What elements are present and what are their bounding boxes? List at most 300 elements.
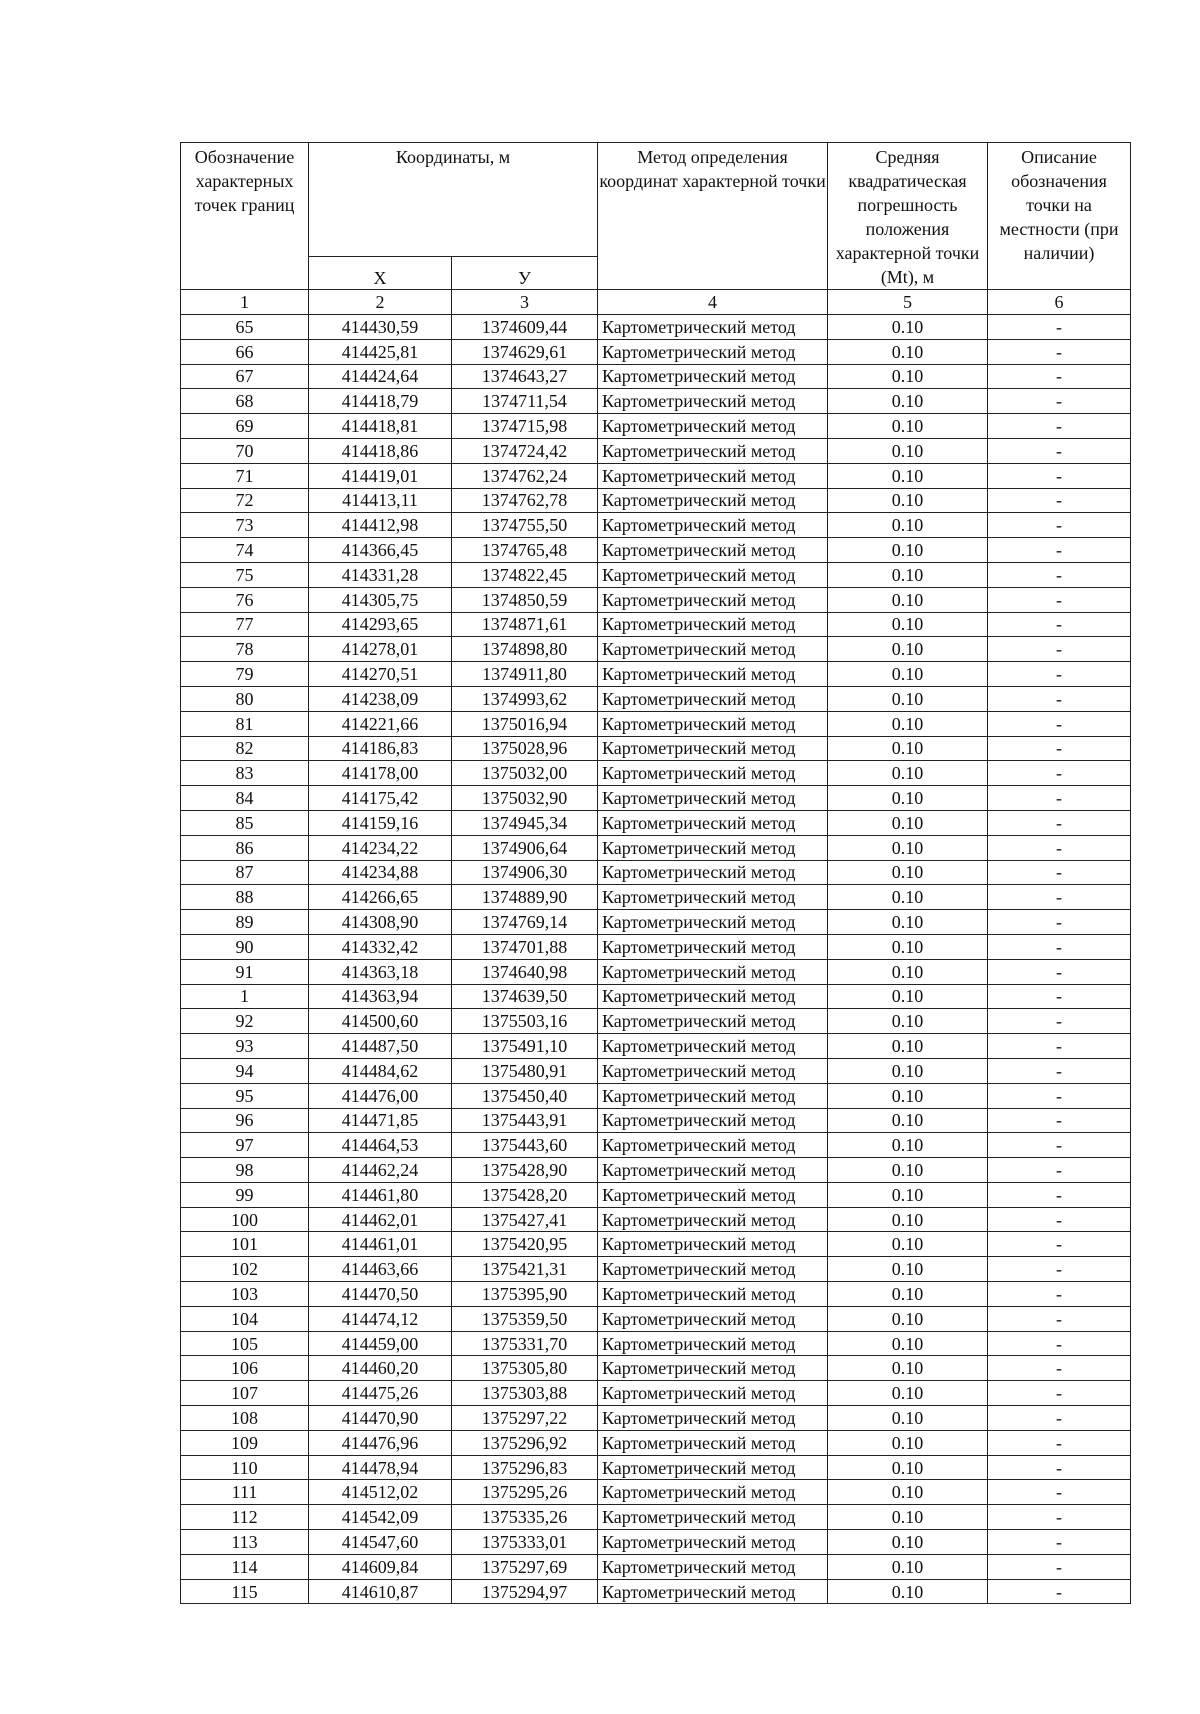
table-row — [181, 637, 1131, 662]
method: Картометрический метод — [598, 562, 828, 587]
description: - — [988, 761, 1131, 786]
coord-y: 1375331,70 — [452, 1331, 598, 1356]
table-row — [181, 810, 1131, 835]
error-value: 0.10 — [828, 1058, 988, 1083]
point-number: 107 — [181, 1381, 309, 1406]
error-value: 0.10 — [828, 1207, 988, 1232]
coord-y: 1375491,10 — [452, 1034, 598, 1059]
coord-y: 1374715,98 — [452, 414, 598, 439]
description: - — [988, 488, 1131, 513]
coord-y: 1374850,59 — [452, 587, 598, 612]
method: Картометрический метод — [598, 1430, 828, 1455]
method: Картометрический метод — [598, 587, 828, 612]
column-number: 1 — [181, 290, 309, 315]
table-row — [181, 835, 1131, 860]
method: Картометрический метод — [598, 711, 828, 736]
coord-x: 414464,53 — [309, 1133, 452, 1158]
error-value: 0.10 — [828, 1381, 988, 1406]
coord-x: 414186,83 — [309, 736, 452, 761]
description: - — [988, 934, 1131, 959]
method: Картометрический метод — [598, 339, 828, 364]
coord-y: 1375428,90 — [452, 1158, 598, 1183]
error-value: 0.10 — [828, 1480, 988, 1505]
coord-y: 1374898,80 — [452, 637, 598, 662]
coord-x: 414221,66 — [309, 711, 452, 736]
header-description: Описание обозначения точки на местности (при наличии) — [988, 143, 1131, 290]
table-row — [181, 1009, 1131, 1034]
coord-x: 414470,50 — [309, 1282, 452, 1307]
coord-y: 1375421,31 — [452, 1257, 598, 1282]
coord-y: 1375295,26 — [452, 1480, 598, 1505]
error-value: 0.10 — [828, 761, 988, 786]
table-row — [181, 910, 1131, 935]
coord-x: 414459,00 — [309, 1331, 452, 1356]
error-value: 0.10 — [828, 910, 988, 935]
coord-y: 1374945,34 — [452, 810, 598, 835]
point-number: 97 — [181, 1133, 309, 1158]
table-row — [181, 1530, 1131, 1555]
method: Картометрический метод — [598, 1058, 828, 1083]
description: - — [988, 959, 1131, 984]
coord-y: 1374762,24 — [452, 463, 598, 488]
coord-y: 1374765,48 — [452, 538, 598, 563]
error-value: 0.10 — [828, 1331, 988, 1356]
method: Картометрический метод — [598, 860, 828, 885]
method: Картометрический метод — [598, 910, 828, 935]
coord-x: 414475,26 — [309, 1381, 452, 1406]
coord-x: 414418,81 — [309, 414, 452, 439]
column-number: 3 — [452, 290, 598, 315]
coord-y: 1375296,83 — [452, 1455, 598, 1480]
header-error: Средняя квадратическая погрешность положения характерной точки (Mt), м — [828, 143, 988, 290]
coord-y: 1375294,97 — [452, 1579, 598, 1604]
error-value: 0.10 — [828, 984, 988, 1009]
coord-x: 414293,65 — [309, 612, 452, 637]
coord-y: 1375333,01 — [452, 1530, 598, 1555]
error-value: 0.10 — [828, 513, 988, 538]
table-row — [181, 1058, 1131, 1083]
description: - — [988, 984, 1131, 1009]
error-value: 0.10 — [828, 637, 988, 662]
point-number: 1 — [181, 984, 309, 1009]
coord-x: 414476,96 — [309, 1430, 452, 1455]
table-row — [181, 364, 1131, 389]
method: Картометрический метод — [598, 1108, 828, 1133]
coord-x: 414500,60 — [309, 1009, 452, 1034]
coord-y: 1374755,50 — [452, 513, 598, 538]
error-value: 0.10 — [828, 860, 988, 885]
description: - — [988, 1455, 1131, 1480]
table-header — [181, 143, 1131, 315]
table-row — [181, 1083, 1131, 1108]
error-value: 0.10 — [828, 538, 988, 563]
coord-x: 414363,94 — [309, 984, 452, 1009]
table-row — [181, 711, 1131, 736]
table-row — [181, 438, 1131, 463]
point-number: 74 — [181, 538, 309, 563]
method: Картометрический метод — [598, 1009, 828, 1034]
description: - — [988, 1009, 1131, 1034]
table-row — [181, 1232, 1131, 1257]
error-value: 0.10 — [828, 364, 988, 389]
table-row — [181, 488, 1131, 513]
error-value: 0.10 — [828, 1579, 988, 1604]
point-number: 75 — [181, 562, 309, 587]
description: - — [988, 513, 1131, 538]
coordinates-table — [180, 142, 1131, 1604]
table-row — [181, 587, 1131, 612]
point-number: 71 — [181, 463, 309, 488]
method: Картометрический метод — [598, 934, 828, 959]
description: - — [988, 1430, 1131, 1455]
table-row — [181, 1158, 1131, 1183]
description: - — [988, 339, 1131, 364]
method: Картометрический метод — [598, 885, 828, 910]
error-value: 0.10 — [828, 1257, 988, 1282]
table-row — [181, 414, 1131, 439]
method: Картометрический метод — [598, 538, 828, 563]
table-row — [181, 860, 1131, 885]
coord-x: 414512,02 — [309, 1480, 452, 1505]
error-value: 0.10 — [828, 1306, 988, 1331]
coord-x: 414610,87 — [309, 1579, 452, 1604]
description: - — [988, 389, 1131, 414]
method: Картометрический метод — [598, 513, 828, 538]
point-number: 108 — [181, 1406, 309, 1431]
error-value: 0.10 — [828, 1554, 988, 1579]
coord-x: 414175,42 — [309, 786, 452, 811]
error-value: 0.10 — [828, 562, 988, 587]
method: Картометрический метод — [598, 1207, 828, 1232]
table-row — [181, 1207, 1131, 1232]
description: - — [988, 810, 1131, 835]
coord-x: 414542,09 — [309, 1505, 452, 1530]
coord-y: 1375443,91 — [452, 1108, 598, 1133]
description: - — [988, 1480, 1131, 1505]
point-number: 76 — [181, 587, 309, 612]
point-number: 81 — [181, 711, 309, 736]
coord-y: 1374762,78 — [452, 488, 598, 513]
point-number: 93 — [181, 1034, 309, 1059]
point-number: 65 — [181, 315, 309, 340]
method: Картометрический метод — [598, 637, 828, 662]
table-row — [181, 1455, 1131, 1480]
table-row — [181, 339, 1131, 364]
coord-y: 1374609,44 — [452, 315, 598, 340]
point-number: 90 — [181, 934, 309, 959]
description: - — [988, 1108, 1131, 1133]
coord-x: 414178,00 — [309, 761, 452, 786]
coord-x: 414462,01 — [309, 1207, 452, 1232]
error-value: 0.10 — [828, 438, 988, 463]
method: Картометрический метод — [598, 315, 828, 340]
method: Картометрический метод — [598, 1579, 828, 1604]
table-body — [181, 315, 1131, 1604]
coord-y: 1375303,88 — [452, 1381, 598, 1406]
coord-x: 414366,45 — [309, 538, 452, 563]
table-row — [181, 1505, 1131, 1530]
coord-y: 1374993,62 — [452, 686, 598, 711]
coord-x: 414234,22 — [309, 835, 452, 860]
description: - — [988, 1257, 1131, 1282]
method: Картометрический метод — [598, 1034, 828, 1059]
description: - — [988, 662, 1131, 687]
point-number: 85 — [181, 810, 309, 835]
error-value: 0.10 — [828, 959, 988, 984]
description: - — [988, 1331, 1131, 1356]
coord-y: 1375297,22 — [452, 1406, 598, 1431]
error-value: 0.10 — [828, 885, 988, 910]
description: - — [988, 1232, 1131, 1257]
point-number: 88 — [181, 885, 309, 910]
coord-y: 1375427,41 — [452, 1207, 598, 1232]
table-row — [181, 1579, 1131, 1604]
coord-y: 1375359,50 — [452, 1306, 598, 1331]
table-row — [181, 1554, 1131, 1579]
description: - — [988, 860, 1131, 885]
description: - — [988, 538, 1131, 563]
column-number: 2 — [309, 290, 452, 315]
header-coordinates: Координаты, м — [309, 143, 598, 257]
method: Картометрический метод — [598, 1331, 828, 1356]
coord-y: 1374822,45 — [452, 562, 598, 587]
table-row — [181, 761, 1131, 786]
method: Картометрический метод — [598, 835, 828, 860]
coord-y: 1374701,88 — [452, 934, 598, 959]
point-number: 101 — [181, 1232, 309, 1257]
coord-y: 1375032,90 — [452, 786, 598, 811]
table-row — [181, 1257, 1131, 1282]
description: - — [988, 438, 1131, 463]
method: Картометрический метод — [598, 414, 828, 439]
point-number: 106 — [181, 1356, 309, 1381]
point-number: 100 — [181, 1207, 309, 1232]
coord-y: 1375297,69 — [452, 1554, 598, 1579]
point-number: 68 — [181, 389, 309, 414]
description: - — [988, 637, 1131, 662]
point-number: 95 — [181, 1083, 309, 1108]
coord-y: 1375480,91 — [452, 1058, 598, 1083]
method: Картометрический метод — [598, 1406, 828, 1431]
coord-x: 414461,01 — [309, 1232, 452, 1257]
table-row — [181, 1331, 1131, 1356]
description: - — [988, 1406, 1131, 1431]
column-number-row — [181, 290, 1131, 315]
coord-x: 414363,18 — [309, 959, 452, 984]
description: - — [988, 1083, 1131, 1108]
coord-x: 414418,86 — [309, 438, 452, 463]
coord-y: 1374906,30 — [452, 860, 598, 885]
coord-y: 1374711,54 — [452, 389, 598, 414]
coord-x: 414547,60 — [309, 1530, 452, 1555]
table-row — [181, 315, 1131, 340]
method: Картометрический метод — [598, 463, 828, 488]
method: Картометрический метод — [598, 761, 828, 786]
coord-x: 414478,94 — [309, 1455, 452, 1480]
error-value: 0.10 — [828, 315, 988, 340]
error-value: 0.10 — [828, 686, 988, 711]
coord-x: 414331,28 — [309, 562, 452, 587]
table-row — [181, 1182, 1131, 1207]
error-value: 0.10 — [828, 1083, 988, 1108]
error-value: 0.10 — [828, 612, 988, 637]
table-row — [181, 538, 1131, 563]
method: Картометрический метод — [598, 1480, 828, 1505]
description: - — [988, 1058, 1131, 1083]
table-row — [181, 1306, 1131, 1331]
description: - — [988, 835, 1131, 860]
point-number: 67 — [181, 364, 309, 389]
coord-x: 414461,80 — [309, 1182, 452, 1207]
description: - — [988, 414, 1131, 439]
description: - — [988, 1034, 1131, 1059]
coord-x: 414484,62 — [309, 1058, 452, 1083]
coord-x: 414609,84 — [309, 1554, 452, 1579]
description: - — [988, 562, 1131, 587]
coord-x: 414278,01 — [309, 637, 452, 662]
coord-y: 1374871,61 — [452, 612, 598, 637]
coord-y: 1374906,64 — [452, 835, 598, 860]
table-row — [181, 984, 1131, 1009]
header-point: Обозначение характерных точек границ — [181, 143, 309, 290]
point-number: 115 — [181, 1579, 309, 1604]
description: - — [988, 1356, 1131, 1381]
method: Картометрический метод — [598, 984, 828, 1009]
table-row — [181, 562, 1131, 587]
point-number: 70 — [181, 438, 309, 463]
description: - — [988, 1182, 1131, 1207]
method: Картометрический метод — [598, 612, 828, 637]
error-value: 0.10 — [828, 810, 988, 835]
coord-x: 414413,11 — [309, 488, 452, 513]
error-value: 0.10 — [828, 1505, 988, 1530]
coord-y: 1375296,92 — [452, 1430, 598, 1455]
error-value: 0.10 — [828, 1009, 988, 1034]
description: - — [988, 587, 1131, 612]
coord-x: 414476,00 — [309, 1083, 452, 1108]
error-value: 0.10 — [828, 1232, 988, 1257]
point-number: 99 — [181, 1182, 309, 1207]
table-row — [181, 959, 1131, 984]
description: - — [988, 786, 1131, 811]
description: - — [988, 1207, 1131, 1232]
error-value: 0.10 — [828, 662, 988, 687]
coord-x: 414418,79 — [309, 389, 452, 414]
table-row — [181, 612, 1131, 637]
coord-x: 414412,98 — [309, 513, 452, 538]
method: Картометрический метод — [598, 959, 828, 984]
method: Картометрический метод — [598, 1554, 828, 1579]
coord-y: 1375028,96 — [452, 736, 598, 761]
point-number: 96 — [181, 1108, 309, 1133]
coord-y: 1374639,50 — [452, 984, 598, 1009]
method: Картометрический метод — [598, 1182, 828, 1207]
description: - — [988, 463, 1131, 488]
description: - — [988, 1579, 1131, 1604]
method: Картометрический метод — [598, 389, 828, 414]
description: - — [988, 1282, 1131, 1307]
error-value: 0.10 — [828, 736, 988, 761]
coord-x: 414238,09 — [309, 686, 452, 711]
coord-x: 414430,59 — [309, 315, 452, 340]
column-number: 5 — [828, 290, 988, 315]
method: Картометрический метод — [598, 438, 828, 463]
coord-y: 1375016,94 — [452, 711, 598, 736]
error-value: 0.10 — [828, 1455, 988, 1480]
table-row — [181, 1282, 1131, 1307]
description: - — [988, 1554, 1131, 1579]
method: Картометрический метод — [598, 364, 828, 389]
point-number: 69 — [181, 414, 309, 439]
coord-y: 1375305,80 — [452, 1356, 598, 1381]
table-row — [181, 1108, 1131, 1133]
table-row — [181, 389, 1131, 414]
error-value: 0.10 — [828, 1430, 988, 1455]
coord-x: 414471,85 — [309, 1108, 452, 1133]
description: - — [988, 1381, 1131, 1406]
coord-x: 414332,42 — [309, 934, 452, 959]
coord-x: 414270,51 — [309, 662, 452, 687]
description: - — [988, 1133, 1131, 1158]
point-number: 89 — [181, 910, 309, 935]
coord-y: 1374911,80 — [452, 662, 598, 687]
point-number: 111 — [181, 1480, 309, 1505]
coord-y: 1375335,26 — [452, 1505, 598, 1530]
error-value: 0.10 — [828, 1406, 988, 1431]
error-value: 0.10 — [828, 1356, 988, 1381]
coord-y: 1375420,95 — [452, 1232, 598, 1257]
table-row — [181, 1430, 1131, 1455]
description: - — [988, 1158, 1131, 1183]
error-value: 0.10 — [828, 1034, 988, 1059]
coord-x: 414305,75 — [309, 587, 452, 612]
description: - — [988, 1505, 1131, 1530]
description: - — [988, 885, 1131, 910]
error-value: 0.10 — [828, 711, 988, 736]
point-number: 103 — [181, 1282, 309, 1307]
table-row — [181, 885, 1131, 910]
error-value: 0.10 — [828, 786, 988, 811]
point-number: 82 — [181, 736, 309, 761]
description: - — [988, 736, 1131, 761]
table-row — [181, 934, 1131, 959]
coord-y: 1374889,90 — [452, 885, 598, 910]
point-number: 94 — [181, 1058, 309, 1083]
coord-x: 414487,50 — [309, 1034, 452, 1059]
error-value: 0.10 — [828, 835, 988, 860]
table-row — [181, 1133, 1131, 1158]
error-value: 0.10 — [828, 1530, 988, 1555]
description: - — [988, 1530, 1131, 1555]
method: Картометрический метод — [598, 1356, 828, 1381]
error-value: 0.10 — [828, 1282, 988, 1307]
coord-x: 414424,64 — [309, 364, 452, 389]
table-row — [181, 1034, 1131, 1059]
point-number: 79 — [181, 662, 309, 687]
point-number: 110 — [181, 1455, 309, 1480]
method: Картометрический метод — [598, 1381, 828, 1406]
point-number: 83 — [181, 761, 309, 786]
table-row — [181, 1480, 1131, 1505]
error-value: 0.10 — [828, 587, 988, 612]
point-number: 112 — [181, 1505, 309, 1530]
coord-y: 1375428,20 — [452, 1182, 598, 1207]
coord-y: 1374769,14 — [452, 910, 598, 935]
point-number: 86 — [181, 835, 309, 860]
point-number: 104 — [181, 1306, 309, 1331]
column-number: 6 — [988, 290, 1131, 315]
coord-x: 414470,90 — [309, 1406, 452, 1431]
